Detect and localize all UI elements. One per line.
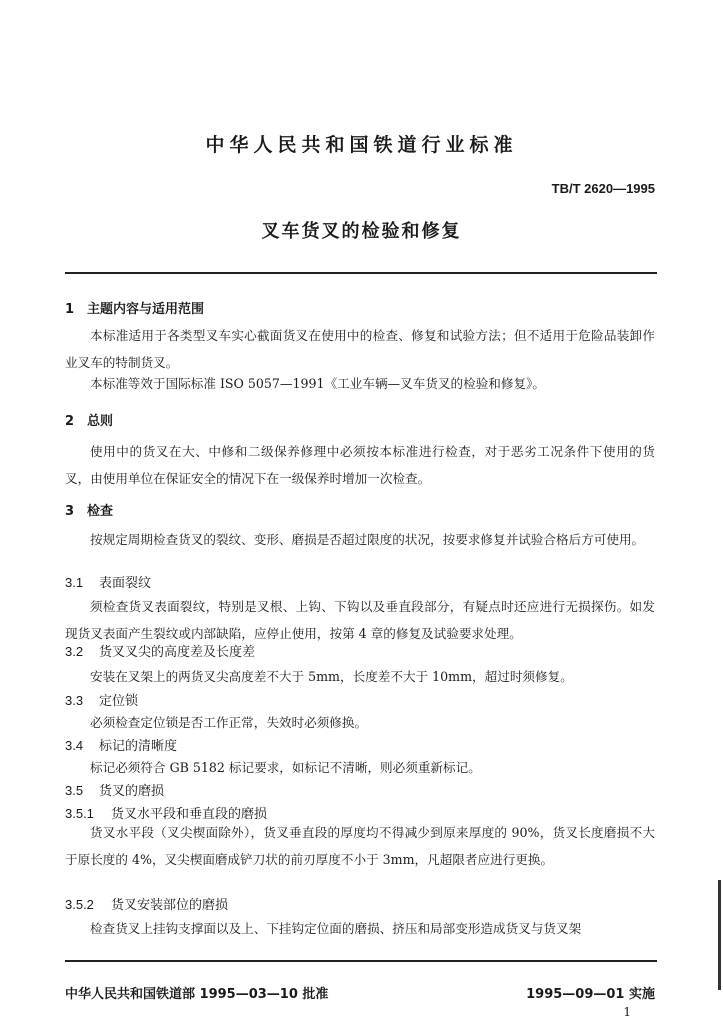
section-3-heading <box>65 500 113 519</box>
section-2-paragraph-1: 使用中的货叉在大、中修和二级保养修理中必须按本标准进行检查，对于恶劣工况条件下使用的货叉，由使用单位在保证安全的情况下在一级保养时增加一次检查。 <box>65 444 655 486</box>
subsection-3-1-heading: 3.1 表面裂纹 <box>65 575 152 591</box>
subsection-3-3-paragraph: 必须检查定位锁是否工作正常，失效时必须修换。 <box>90 715 368 730</box>
standard-number: TB/T 2620—1995 <box>551 181 655 196</box>
subsection-3-5-2-paragraph: 检查货叉上挂钩支撑面以及上、下挂钩定位面的磨损、挤压和局部变形造成货叉与货叉架 <box>90 921 582 936</box>
standard-category-title: 中华人民共和国铁道行业标准 <box>205 134 518 156</box>
title-divider <box>65 272 657 274</box>
subsection-3-4-heading: 3.4 标记的清晰度 <box>65 738 178 754</box>
subsection-3-5-1-heading: 3.5.1 货叉水平段和垂直段的磨损 <box>65 806 268 822</box>
section-1-paragraph-1: 本标准适用于各类型叉车实心截面货叉在使用中的检查、修复和试验方法；但不适用于危险品装卸作业叉车的特制货叉。 <box>65 328 655 370</box>
section-number: 1 <box>65 302 75 317</box>
subsection-3-2-heading: 3.2 货叉叉尖的高度差及长度差 <box>65 644 256 660</box>
subsection-3-3-heading: 3.3 定位锁 <box>65 693 139 709</box>
section-title: 主题内容与适用范围 <box>87 302 205 317</box>
effective-date: 1995—09—01 实施 <box>526 987 655 1002</box>
section-title: 检查 <box>87 504 114 519</box>
scan-edge-artifact <box>718 880 721 990</box>
section-number: 3 <box>65 504 75 519</box>
footer-divider <box>65 960 657 962</box>
section-1-heading <box>65 298 204 317</box>
subsection-3-1-paragraph: 须检查货叉表面裂纹，特别是叉根、上钩、下钩以及垂直段部分，有疑点时还应进行无损探伤。如发现货叉表面产生裂纹或内部缺陷，应停止使用，按第 4 章的修复及试验要求处理。 <box>65 599 655 641</box>
page-number: 1 <box>623 1005 631 1019</box>
section-2-heading <box>65 410 113 429</box>
subsection-3-5-2-heading: 3.5.2 货叉安装部位的磨损 <box>65 897 229 913</box>
subsection-3-5-1-paragraph: 货叉水平段（叉尖楔面除外），货叉垂直段的厚度均不得减少到原来厚度的 90%，货叉长度磨损不大于原长度的 4%，叉尖楔面磨成铲刀状的前刃厚度不小于 3mm，凡超限者应进行更换。 <box>65 825 655 867</box>
section-number: 2 <box>65 414 75 429</box>
section-title: 总则 <box>87 414 114 429</box>
section-1-paragraph-2: 本标准等效于国际标准 ISO 5057—1991《工业车辆—叉车货叉的检验和修复》。 <box>90 376 545 391</box>
subsection-3-5-heading: 3.5 货叉的磨损 <box>65 783 165 799</box>
approval-info: 中华人民共和国铁道部 1995—03—10 批准 <box>65 987 329 1002</box>
document-title: 叉车货叉的检验和修复 <box>261 221 462 242</box>
subsection-3-2-paragraph: 安装在叉架上的两货叉尖高度差不大于 5mm，长度差不大于 10mm，超过时须修复。 <box>90 669 573 684</box>
subsection-3-4-paragraph: 标记必须符合 GB 5182 标记要求，如标记不清晰，则必须重新标记。 <box>90 760 481 775</box>
section-3-paragraph-1: 按规定周期检查货叉的裂纹、变形、磨损是否超过限度的状况，按要求修复并试验合格后方可使用。 <box>90 532 645 547</box>
